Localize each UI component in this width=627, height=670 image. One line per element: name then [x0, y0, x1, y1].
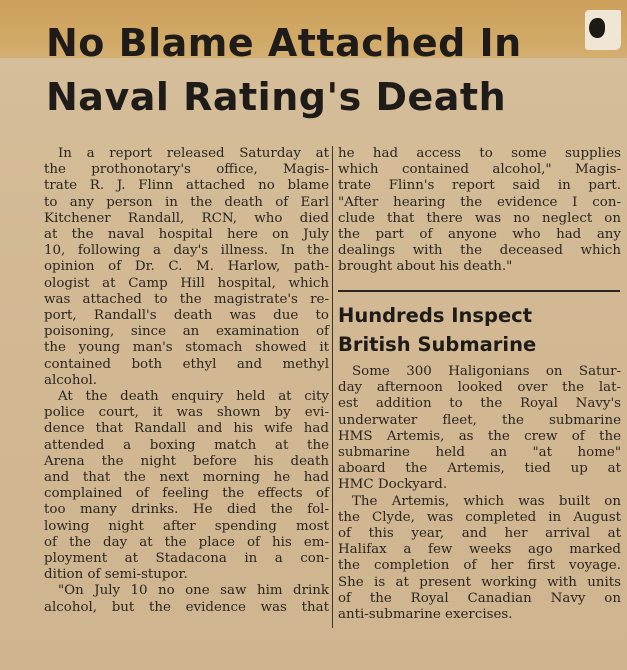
text-line: of the day at the place of his em- [44, 534, 329, 550]
text-line: the Clyde, was completed in August [338, 509, 621, 525]
text-line: complained of feeling the effects of [44, 486, 329, 502]
text-line: attended a boxing match at the [44, 437, 329, 453]
text-line: poisoning, since an examination of [44, 324, 329, 340]
text-line: the young man's stomach showed it [44, 340, 329, 356]
text-line: In a report released Saturday at [58, 146, 329, 161]
article-right-column-lower [338, 364, 621, 623]
text-line: of this year, and her arrival at [338, 526, 621, 542]
text-line: dition of semi-stupor. [44, 567, 188, 583]
text-line: "On July 10 no one saw him drink [58, 583, 329, 599]
text-line: the prothonotary's office, Magis- [44, 162, 329, 178]
text-line: anti-submarine exercises. [338, 607, 513, 623]
text-line: was attached to the magistrate's re- [44, 291, 329, 307]
text-line: Some 300 Haligonians on Satur- [352, 364, 621, 379]
text-line: Arena the night before his death [44, 453, 329, 469]
text-line: est addition to the Royal Navy's [338, 396, 621, 412]
headline-line-2: Naval Rating's Death [46, 75, 507, 119]
text-line: alcohol. [44, 372, 98, 388]
text-line: lowing night after spending most [44, 518, 329, 534]
text-line: underwater fleet, the submarine [338, 412, 621, 428]
text-line: at the naval hospital here on July [44, 227, 329, 243]
subheadline-line-2: British Submarine [338, 333, 537, 356]
text-line: dence that Randall and his wife had [44, 421, 329, 437]
text-line: trate R. J. Flinn attached no blame [44, 178, 329, 194]
text-line: 10, following a day's illness. In the [44, 243, 329, 259]
article-left-column [44, 146, 329, 616]
text-line: contained both ethyl and methyl [44, 356, 329, 372]
text-line: alcohol, but the evidence was that [44, 599, 329, 615]
text-line: of the Royal Canadian Navy on [338, 590, 621, 606]
text-line: the completion of her first voyage. [338, 558, 621, 574]
text-line: "After hearing the evidence I con- [338, 194, 621, 210]
text-line: the part of anyone who had any [338, 227, 621, 243]
text-line: dealings with the deceased which [338, 243, 621, 259]
text-line: opinion of Dr. C. M. Harlow, path- [44, 259, 329, 275]
text-line: clude that there was no neglect on [338, 210, 621, 226]
text-line: Kitchener Randall, RCN, who died [44, 210, 329, 226]
text-line: At the death enquiry held at city [58, 389, 329, 405]
text-line: day afternoon looked over the lat- [338, 380, 621, 396]
text-line: and that the next morning he had [44, 470, 329, 486]
text-line: brought about his death." [338, 259, 513, 275]
article-right-column-upper [338, 146, 621, 276]
text-line: he had access to some supplies [338, 146, 621, 161]
headline-line-1: No Blame Attached In [46, 21, 522, 65]
text-line: HMC Dockyard. [338, 477, 448, 493]
subheadline-line-1: Hundreds Inspect [338, 304, 533, 327]
text-line: ologist at Camp Hill hospital, which [44, 275, 329, 291]
section-rule [338, 290, 620, 292]
text-line: Halifax a few weeks ago marked [338, 542, 621, 558]
text-line: She is at present working with units [338, 574, 621, 590]
text-line: submarine held an "at home" [338, 445, 621, 461]
text-line: aboard the Artemis, tied up at [338, 461, 621, 477]
text-line: The Artemis, which was built on [352, 493, 621, 509]
text-line: which contained alcohol," Magis- [338, 162, 621, 178]
text-line: port, Randall's death was due to [44, 308, 329, 324]
punch-hole [589, 18, 605, 38]
text-line: police court, it was shown by evi- [44, 405, 329, 421]
text-line: trate Flinn's report said in part. [338, 178, 621, 194]
text-line: HMS Artemis, as the crew of the [338, 428, 621, 444]
text-line: ployment at Stadacona in a con- [44, 551, 329, 567]
column-divider [332, 146, 333, 628]
text-line: to any person in the death of Earl [44, 194, 329, 210]
text-line: too many drinks. He died the fol- [44, 502, 329, 518]
